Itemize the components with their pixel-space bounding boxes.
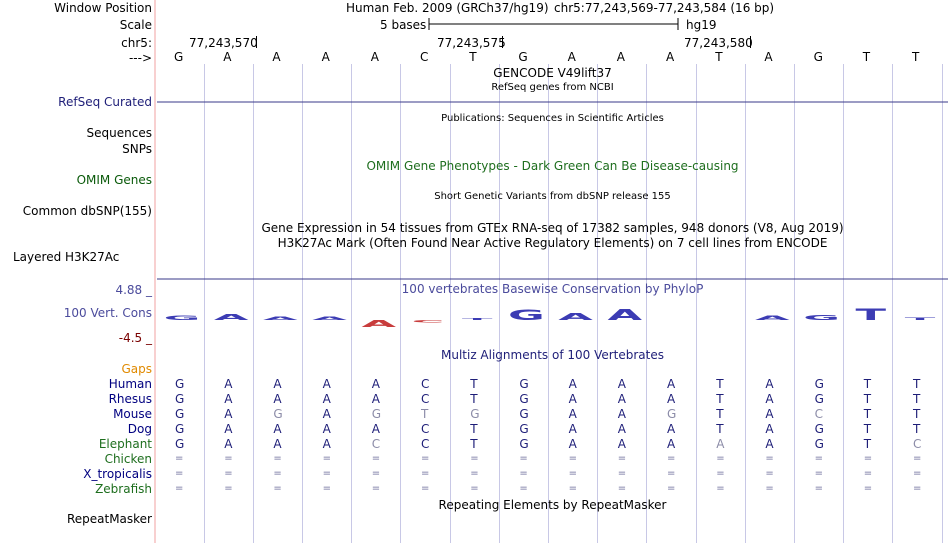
- alignment-base: =: [421, 453, 430, 464]
- phylop-base-mark: A: [558, 311, 593, 323]
- gencode-track-subtitle: RefSeq genes from NCBI: [491, 82, 614, 93]
- sequences-label[interactable]: Sequences: [86, 126, 152, 140]
- alignment-base: T: [863, 422, 872, 436]
- reference-base: A: [666, 50, 675, 64]
- species-label-zebrafish[interactable]: Zebrafish: [95, 482, 152, 496]
- alignment-base: G: [470, 407, 480, 421]
- phylop-base-mark: G: [508, 307, 545, 324]
- alignment-base: =: [568, 483, 577, 494]
- alignment-base: G: [519, 392, 529, 406]
- alignment-base: G: [519, 377, 529, 391]
- alignment-base: =: [322, 468, 331, 479]
- gencode-track-title[interactable]: GENCODE V49lift37: [493, 66, 612, 80]
- alignment-base: G: [175, 437, 185, 451]
- reference-base: G: [518, 50, 528, 64]
- alignment-base: A: [224, 392, 233, 406]
- alignment-base: =: [814, 483, 823, 494]
- alignment-base: G: [175, 392, 185, 406]
- alignment-base: G: [519, 437, 529, 451]
- alignment-base: A: [371, 377, 381, 391]
- alignment-base: G: [175, 377, 185, 391]
- alignment-base: T: [470, 437, 478, 451]
- alignment-base: =: [519, 453, 528, 464]
- reference-base: A: [370, 50, 380, 64]
- alignment-base: A: [765, 377, 774, 391]
- alignment-base: =: [863, 468, 873, 479]
- publications-track-title[interactable]: Publications: Sequences in Scientific Articles: [441, 113, 664, 124]
- alignment-base: A: [273, 392, 282, 406]
- alignment-base: T: [716, 422, 724, 436]
- alignment-base: G: [814, 377, 824, 391]
- alignment-base: C: [421, 392, 430, 406]
- alignment-base: =: [765, 468, 774, 479]
- alignment-base: A: [667, 422, 676, 436]
- alignment-base: T: [470, 392, 478, 406]
- species-label-mouse[interactable]: Mouse: [113, 407, 152, 421]
- alignment-base: =: [175, 483, 184, 494]
- conservation-track-title[interactable]: 100 vertebrates Basewise Conservation by PhyloP: [401, 282, 704, 296]
- alignment-base: A: [322, 437, 331, 451]
- alignment-base: =: [913, 453, 922, 464]
- coord-tick-label: 77,243,575: [437, 36, 506, 50]
- alignment-base: A: [568, 392, 577, 406]
- alignment-base: =: [224, 453, 233, 464]
- scale-text: 5 bases: [380, 18, 427, 32]
- reference-base: T: [862, 50, 871, 64]
- alignment-base: A: [765, 422, 774, 436]
- reference-base: C: [420, 50, 429, 64]
- conservation-min-label: -4.5 _: [118, 331, 152, 345]
- reference-base: A: [272, 50, 281, 64]
- alignment-base: T: [863, 377, 872, 391]
- gtex-track-title[interactable]: Gene Expression in 54 tissues from GTEx RNA-seq of 17382 samples, 948 donors (V8, Aug 2019): [261, 221, 844, 235]
- coord-tick-label: 77,243,570: [189, 36, 258, 50]
- alignment-base: T: [716, 407, 724, 421]
- alignment-base: =: [175, 468, 184, 479]
- phylop-base-mark: A: [755, 314, 790, 322]
- alignment-base: T: [913, 407, 921, 421]
- species-label-x_tropicalis[interactable]: X_tropicalis: [83, 467, 152, 481]
- alignment-base: =: [322, 453, 331, 464]
- alignment-base: C: [371, 437, 381, 451]
- alignment-base: =: [224, 483, 233, 494]
- phylop-base-mark: T: [904, 316, 936, 321]
- scale-label: Scale: [119, 18, 152, 32]
- alignment-base: A: [568, 407, 577, 421]
- alignment-base: =: [617, 453, 627, 464]
- alignment-base: =: [470, 483, 479, 494]
- alignment-base: G: [273, 407, 283, 421]
- h3k27ac-label[interactable]: Layered H3K27Ac: [13, 250, 120, 264]
- alignment-base: =: [765, 453, 774, 464]
- alignment-base: A: [224, 377, 233, 391]
- chrom-label: chr5:: [121, 36, 152, 50]
- alignment-base: A: [568, 437, 577, 451]
- reference-base: T: [912, 50, 920, 64]
- alignment-base: T: [421, 407, 429, 421]
- reference-base: A: [764, 50, 773, 64]
- alignment-base: G: [519, 422, 529, 436]
- alignment-base: =: [371, 468, 381, 479]
- alignment-base: =: [371, 453, 381, 464]
- repeatmasker-label[interactable]: RepeatMasker: [66, 512, 152, 526]
- alignment-base: A: [371, 422, 381, 436]
- alignment-base: A: [765, 437, 774, 451]
- alignment-base: T: [913, 377, 921, 391]
- alignment-base: T: [470, 377, 478, 391]
- alignment-base: =: [913, 483, 922, 494]
- alignment-base: =: [716, 453, 725, 464]
- reference-base: T: [469, 50, 477, 64]
- phylop-base-mark: T: [855, 305, 887, 324]
- alignment-base: A: [273, 377, 282, 391]
- phylop-base-mark: G: [163, 314, 201, 322]
- alignment-base: A: [617, 392, 627, 406]
- alignment-base: =: [519, 468, 528, 479]
- alignment-base: =: [667, 453, 676, 464]
- alignment-base: G: [814, 422, 824, 436]
- assembly-db: hg19: [686, 18, 717, 32]
- h3k27ac-track-title[interactable]: H3K27Ac Mark (Often Found Near Active Regulatory Elements) on 7 cell lines from ENCODE: [277, 236, 828, 250]
- alignment-base: G: [814, 437, 824, 451]
- alignment-base: A: [322, 377, 331, 391]
- reference-base: G: [174, 50, 184, 64]
- alignment-base: A: [224, 407, 233, 421]
- alignment-base: T: [913, 422, 921, 436]
- phylop-base-mark: A: [361, 317, 397, 330]
- alignment-base: =: [716, 483, 725, 494]
- alignment-base: G: [814, 392, 824, 406]
- alignment-base: A: [322, 392, 331, 406]
- alignment-base: A: [322, 407, 331, 421]
- alignment-base: =: [667, 468, 676, 479]
- phylop-base-mark: T: [461, 317, 493, 321]
- alignment-base: =: [470, 468, 479, 479]
- alignment-base: T: [913, 392, 921, 406]
- alignment-base: G: [371, 407, 382, 421]
- alignment-base: =: [667, 483, 676, 494]
- alignment-base: A: [224, 422, 233, 436]
- repeatmasker-track-title[interactable]: Repeating Elements by RepeatMasker: [438, 498, 667, 512]
- species-label-dog[interactable]: Dog: [127, 422, 152, 436]
- alignment-base: =: [814, 468, 823, 479]
- gaps-label[interactable]: Gaps: [121, 362, 152, 376]
- alignment-base: A: [371, 392, 381, 406]
- alignment-base: A: [667, 437, 676, 451]
- alignment-base: C: [913, 437, 922, 451]
- alignment-base: A: [568, 422, 577, 436]
- coord-tick-label: 77,243,580: [684, 36, 753, 50]
- alignment-base: A: [667, 392, 676, 406]
- alignment-base: =: [617, 468, 627, 479]
- reference-base: G: [813, 50, 823, 64]
- dbsnp-label[interactable]: Common dbSNP(155): [22, 204, 152, 218]
- alignment-base: =: [863, 483, 873, 494]
- snps-label[interactable]: SNPs: [122, 142, 152, 156]
- alignment-base: =: [322, 483, 331, 494]
- refseq-curated-label[interactable]: RefSeq Curated: [58, 95, 152, 109]
- reference-base: A: [223, 50, 232, 64]
- alignment-base: =: [273, 483, 282, 494]
- alignment-base: =: [175, 453, 184, 464]
- alignment-base: A: [273, 437, 282, 451]
- window-position-label: Window Position: [54, 1, 152, 15]
- alignment-base: A: [765, 392, 774, 406]
- alignment-base: A: [273, 422, 282, 436]
- phylop-base-mark: A: [607, 305, 643, 324]
- alignment-base: T: [863, 407, 872, 421]
- alignment-base: =: [913, 468, 922, 479]
- species-label-human[interactable]: Human: [108, 377, 152, 391]
- alignment-base: =: [224, 468, 233, 479]
- alignment-base: G: [519, 407, 529, 421]
- alignment-base: =: [716, 468, 725, 479]
- alignment-base: C: [421, 422, 430, 436]
- species-label-elephant[interactable]: Elephant: [98, 437, 152, 451]
- alignment-base: A: [667, 377, 676, 391]
- alignment-base: G: [175, 422, 185, 436]
- alignment-base: =: [519, 483, 528, 494]
- phylop-base-mark: A: [213, 312, 249, 322]
- alignment-base: =: [273, 453, 282, 464]
- alignment-base: T: [716, 377, 724, 391]
- strand-label: --->: [128, 51, 152, 65]
- alignment-base: =: [421, 483, 430, 494]
- alignment-base: =: [568, 453, 577, 464]
- alignment-base: A: [322, 422, 331, 436]
- alignment-base: C: [421, 437, 430, 451]
- alignment-base: G: [175, 407, 185, 421]
- alignment-base: A: [716, 437, 725, 451]
- phylop-base-mark: C: [411, 319, 445, 324]
- phylop-base-mark: A: [312, 315, 347, 322]
- alignment-base: =: [765, 483, 774, 494]
- reference-base: A: [616, 50, 626, 64]
- alignment-base: T: [863, 437, 872, 451]
- dbsnp-track-title[interactable]: Short Genetic Variants from dbSNP release 155: [434, 191, 671, 202]
- phylop-base-mark: G: [803, 313, 840, 322]
- alignment-base: A: [224, 437, 233, 451]
- alignment-base: =: [273, 468, 282, 479]
- alignment-base: T: [863, 392, 872, 406]
- alignment-base: T: [470, 422, 478, 436]
- alignment-base: =: [421, 468, 430, 479]
- alignment-base: C: [421, 377, 430, 391]
- alignment-base: =: [617, 483, 627, 494]
- reference-base: A: [321, 50, 330, 64]
- alignment-base: A: [617, 407, 627, 421]
- reference-base: A: [567, 50, 576, 64]
- alignment-base: =: [814, 453, 823, 464]
- conservation-max-label: 4.88 _: [115, 283, 152, 297]
- alignment-base: C: [814, 407, 823, 421]
- conservation-label[interactable]: 100 Vert. Cons: [63, 306, 152, 320]
- alignment-base: A: [568, 377, 577, 391]
- multiz-track-title[interactable]: Multiz Alignments of 100 Vertebrates: [440, 348, 665, 362]
- alignment-base: =: [371, 483, 381, 494]
- alignment-base: G: [667, 407, 677, 421]
- reference-base: T: [715, 50, 723, 64]
- omim-track-title[interactable]: OMIM Gene Phenotypes - Dark Green Can Be Disease-causing: [366, 159, 739, 173]
- position-readout: chr5:77,243,569-77,243,584 (16 bp): [554, 1, 775, 15]
- alignment-base: =: [568, 468, 577, 479]
- alignment-base: =: [470, 453, 479, 464]
- species-label-chicken[interactable]: Chicken: [104, 452, 152, 466]
- species-label-rhesus[interactable]: Rhesus: [108, 392, 152, 406]
- assembly-title: Human Feb. 2009 (GRCh37/hg19): [346, 1, 549, 15]
- phylop-base-mark: A: [263, 315, 298, 322]
- omim-genes-label[interactable]: OMIM Genes: [76, 173, 152, 187]
- alignment-base: A: [617, 377, 627, 391]
- alignment-base: A: [765, 407, 774, 421]
- alignment-base: A: [617, 422, 627, 436]
- alignment-base: =: [863, 453, 873, 464]
- alignment-base: A: [617, 437, 627, 451]
- alignment-base: T: [716, 392, 724, 406]
